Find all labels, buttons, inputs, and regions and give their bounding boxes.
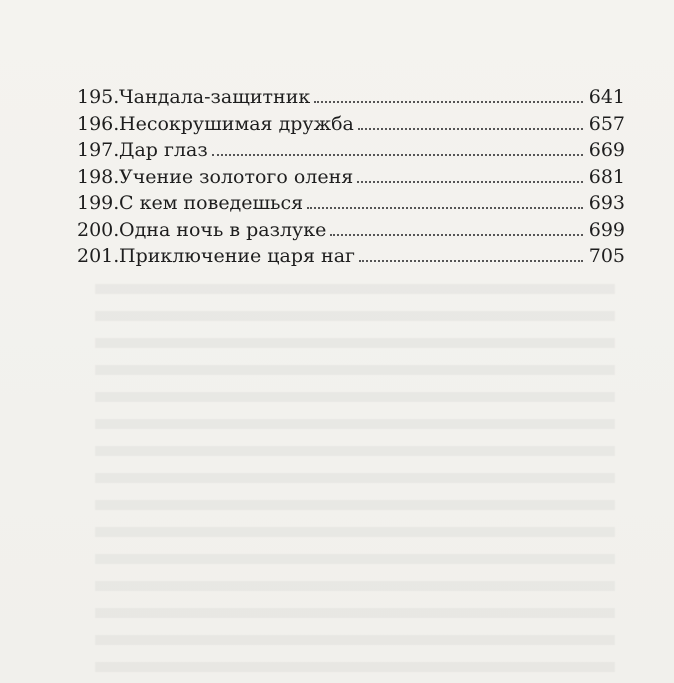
toc-entry bbox=[77, 192, 625, 219]
toc-entry bbox=[77, 139, 625, 166]
dot-leader bbox=[314, 101, 582, 103]
dot-leader bbox=[307, 207, 583, 209]
entry-page: 641 bbox=[588, 86, 625, 108]
entry-title: Приключение царя наг bbox=[119, 245, 355, 267]
entry-page: 681 bbox=[588, 165, 625, 188]
entry-page: 693 bbox=[588, 192, 625, 214]
bleed-through-text bbox=[95, 270, 615, 680]
entry-number: 198. bbox=[77, 165, 120, 188]
entry-number: 197. bbox=[77, 139, 120, 161]
entry-number: 201. bbox=[77, 245, 120, 267]
entry-title: Чандала-защитник bbox=[119, 86, 311, 108]
entry-number: 200. bbox=[77, 218, 120, 241]
entry-title: Одна ночь в разлуке bbox=[119, 218, 327, 241]
toc-entry bbox=[77, 86, 625, 113]
dot-leader bbox=[357, 181, 582, 183]
entry-page: 705 bbox=[588, 245, 625, 267]
toc-entry bbox=[77, 166, 625, 193]
dot-leader bbox=[359, 260, 583, 262]
toc-entry bbox=[77, 219, 625, 246]
dot-leader bbox=[212, 154, 583, 156]
entry-page: 657 bbox=[588, 112, 625, 135]
table-of-contents bbox=[77, 86, 625, 272]
entry-number: 195. bbox=[77, 86, 120, 108]
entry-number: 196. bbox=[77, 112, 120, 135]
entry-title: С кем поведешься bbox=[119, 192, 304, 214]
toc-entry bbox=[77, 245, 625, 272]
entry-page: 669 bbox=[588, 139, 625, 161]
entry-title: Несокрушимая дружба bbox=[119, 112, 354, 135]
dot-leader bbox=[330, 234, 582, 236]
dot-leader bbox=[358, 128, 583, 130]
entry-title: Дар глаз bbox=[119, 139, 208, 161]
entry-title: Учение золотого оленя bbox=[119, 165, 354, 188]
entry-page: 699 bbox=[588, 218, 625, 241]
toc-entry bbox=[77, 113, 625, 140]
entry-number: 199. bbox=[77, 192, 120, 214]
